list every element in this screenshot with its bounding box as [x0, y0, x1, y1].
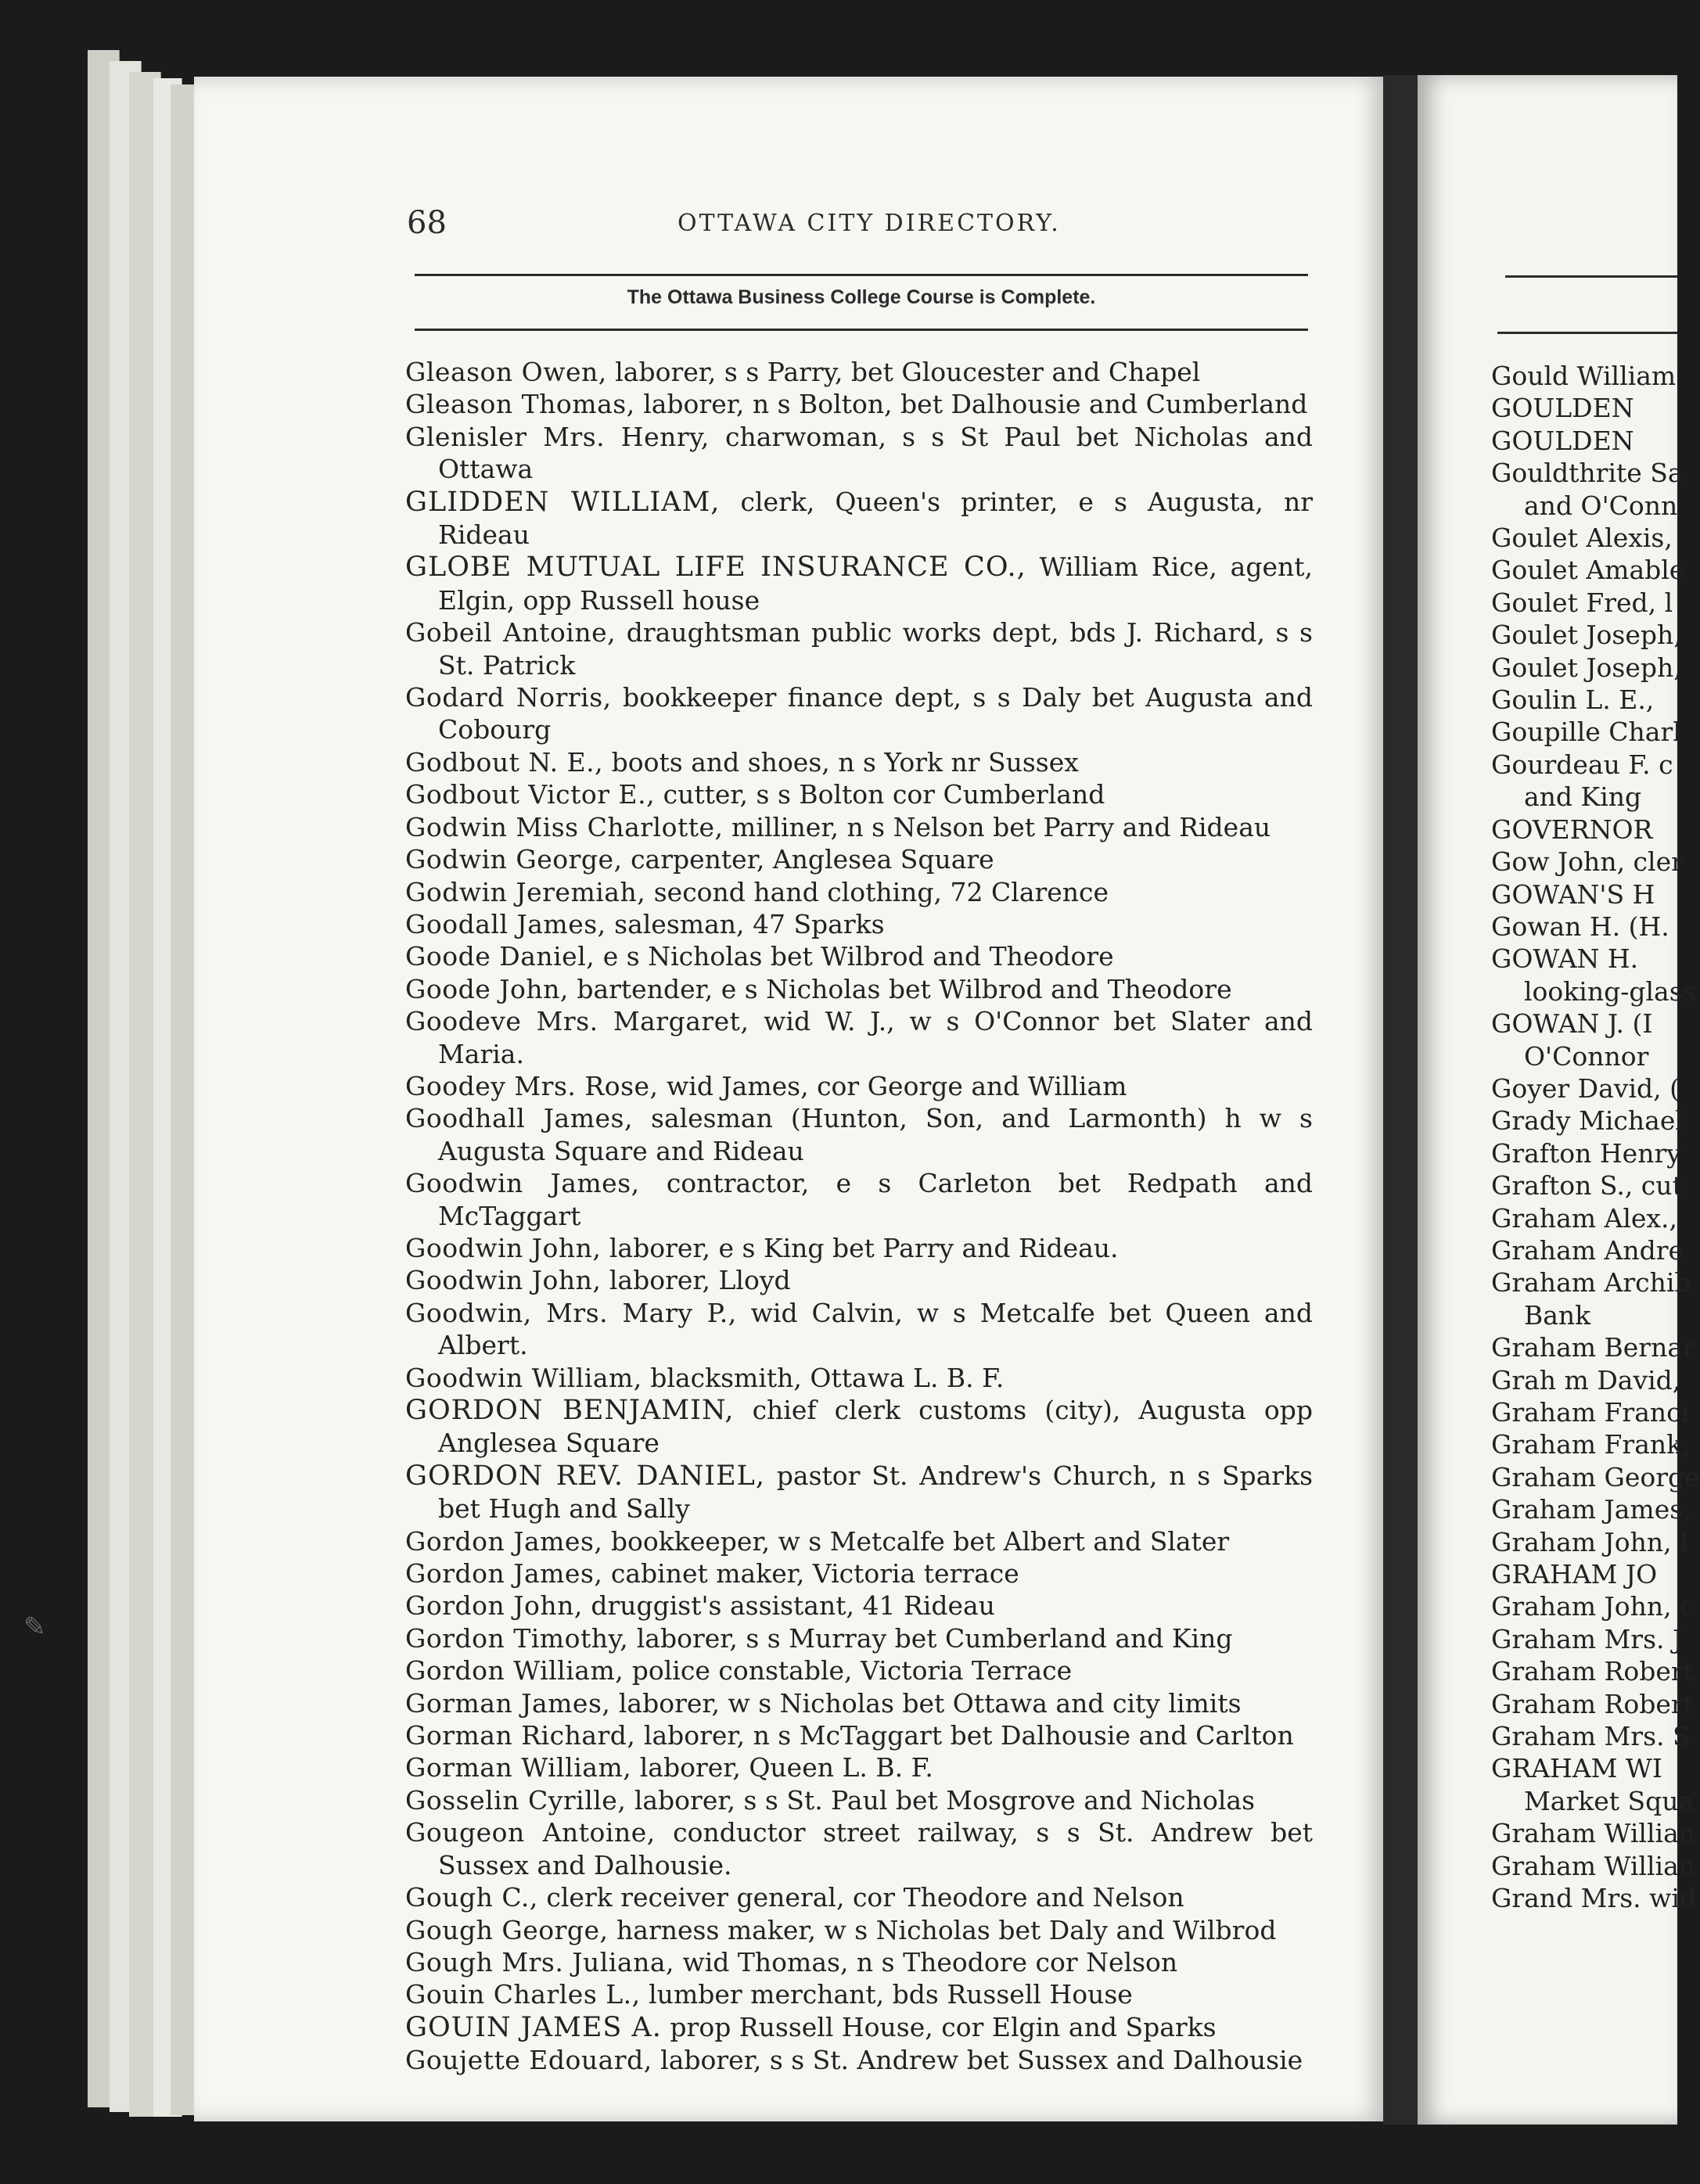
entry-detail: boots and shoes, n s York nr Sussex: [603, 746, 1079, 778]
entry-name: Gorman Richard,: [405, 1720, 636, 1751]
directory-entry: [405, 1784, 1313, 1816]
right-entry-line: GOWAN J. (I: [1491, 1008, 1653, 1040]
right-entry-line: GOULDEN: [1491, 425, 1634, 456]
right-entry-line: GRAHAM WI: [1491, 1753, 1662, 1784]
right-entry-line: Graham Frank,: [1491, 1429, 1691, 1460]
entry-name: Gleason Owen,: [405, 357, 607, 387]
entry-name: Godard Norris,: [405, 682, 612, 713]
directory-entry: [405, 1070, 1313, 1102]
entry-name: Goujette Edouard,: [405, 2045, 652, 2076]
directory-entry: [405, 551, 1313, 616]
right-header-rule-bottom: [1497, 332, 1677, 334]
right-entry-line: Market Squa: [1524, 1785, 1695, 1816]
right-entry-line: Goulet Joseph,: [1491, 652, 1682, 683]
directory-entry: [405, 1914, 1313, 1946]
right-entry-line: and O'Conn: [1524, 490, 1678, 521]
entry-detail: harness maker, w s Nicholas bet Daly and Wilbrod: [608, 1914, 1277, 1945]
directory-entry: [405, 1297, 1313, 1362]
right-entry-line: GRAHAM JO: [1491, 1559, 1658, 1590]
entry-detail: bookkeeper, w s Metcalfe bet Albert and Slater: [602, 1525, 1230, 1557]
entry-detail: charwoman, s s St Paul bet Nicholas and Ottawa: [438, 421, 1313, 485]
entry-name: Gorman James,: [405, 1687, 611, 1719]
right-entry-line: Bank: [1524, 1299, 1591, 1331]
right-entry-line: GOULDEN: [1491, 393, 1634, 424]
entry-name: Godwin Jeremiah,: [405, 876, 646, 907]
entry-name: Goodwin, Mrs. Mary P.,: [405, 1297, 737, 1328]
entry-detail: wid James, cor George and William: [658, 1070, 1127, 1101]
entry-name: Goodwin William,: [405, 1362, 642, 1393]
right-entry-line: Graham Andre: [1491, 1234, 1684, 1266]
right-entry-line: Grady Michael: [1491, 1105, 1684, 1137]
right-entry-line: Goulet Amable: [1491, 555, 1685, 586]
entry-detail: laborer, s s St. Paul bet Mosgrove and Nicholas: [626, 1784, 1256, 1816]
directory-entry: [405, 1557, 1313, 1590]
entry-detail: lumber merchant, bds Russell House: [640, 1979, 1133, 2010]
entry-detail: carpenter, Anglesea Square: [622, 844, 994, 875]
directory-entry: [405, 1687, 1313, 1719]
entry-name: Goodwin John,: [405, 1265, 602, 1296]
right-entry-line: GOVERNOR: [1491, 814, 1653, 845]
right-entry-line: Grand Mrs. wid: [1491, 1883, 1697, 1914]
entry-detail: William Rice, agent, Elgin, opp Russell house: [438, 551, 1313, 616]
right-entry-line: Gould William: [1491, 361, 1677, 391]
directory-entry: [405, 486, 1313, 551]
entry-name: Godwin Miss Charlotte,: [405, 811, 724, 842]
entry-detail: second hand clothing, 72 Clarence: [645, 876, 1109, 907]
entry-name: Gough Mrs. Juliana,: [405, 1946, 675, 1977]
directory-entry: [405, 908, 1313, 940]
right-entry-line: Goulin L. E.,: [1491, 684, 1655, 716]
directory-entry: [405, 876, 1313, 908]
right-entry-line: Graham Archib: [1491, 1267, 1691, 1299]
directory-entry: [405, 421, 1313, 486]
entry-name: GLOBE MUTUAL LIFE INSURANCE CO.,: [405, 551, 1026, 584]
right-entry-line: GOWAN H.: [1491, 943, 1639, 975]
entry-name: GOUIN JAMES A.: [405, 2011, 662, 2043]
entry-name: Gosselin Cyrille,: [405, 1784, 627, 1816]
entry-detail: laborer, Queen L. B. F.: [631, 1752, 933, 1783]
entry-name: Goodey Mrs. Rose,: [405, 1070, 659, 1101]
entry-detail: druggist's assistant, 41 Rideau: [582, 1590, 995, 1622]
entry-name: Gorman William,: [405, 1752, 632, 1783]
entry-detail: laborer, e s King bet Parry and Rideau.: [601, 1232, 1119, 1263]
directory-entry: [405, 1622, 1313, 1654]
right-entry-line: Graham Bernar: [1491, 1332, 1695, 1363]
entry-name: Goodall James,: [405, 908, 606, 939]
entry-detail: cutter, s s Bolton cor Cumberland: [655, 779, 1105, 810]
right-entry-line: Graham Alex.,: [1491, 1202, 1678, 1234]
entry-detail: laborer, w s Nicholas bet Ottawa and city limits: [610, 1687, 1242, 1719]
entry-detail: contractor, e s Carleton bet Redpath and McTaggart: [438, 1168, 1313, 1231]
right-entry-line: Gourdeau F. c: [1491, 749, 1673, 780]
entry-name: GORDON REV. DANIEL,: [405, 1460, 766, 1492]
entry-detail: pastor St. Andrew's Church, n s Sparks bet Hugh and Sally: [438, 1460, 1314, 1525]
directory-entry: [405, 616, 1313, 681]
right-entry-line: Grafton S., cut: [1491, 1170, 1683, 1202]
entry-name: Goodwin James,: [405, 1168, 640, 1199]
directory-entry: [405, 778, 1313, 810]
entry-detail: e s Nicholas bet Wilbrod and Theodore: [595, 941, 1114, 972]
right-entry-line: Graham Robert: [1491, 1688, 1694, 1719]
entry-detail: conductor street railway, s s St. Andrew bet Sussex and Dalhousie.: [438, 1817, 1313, 1880]
right-entry-line: Goulet Joseph,: [1491, 620, 1682, 651]
directory-entry: [405, 2011, 1313, 2044]
directory-entry: [405, 1005, 1313, 1070]
entry-name: Goodwin John,: [405, 1232, 602, 1263]
entry-name: Godbout Victor E.,: [405, 779, 656, 810]
directory-entry: [405, 1978, 1313, 2010]
entry-name: Goode Daniel,: [405, 941, 595, 972]
right-entry-line: Grafton Henry: [1491, 1137, 1681, 1169]
directory-entry: [405, 746, 1313, 778]
entry-detail: wid Thomas, n s Theodore cor Nelson: [674, 1946, 1178, 1977]
right-entry-line: Graham Willian: [1491, 1818, 1696, 1849]
banner-text: The Ottawa Business College Course is Complete.: [627, 286, 1096, 308]
directory-entry: [405, 1394, 1313, 1460]
entry-detail: laborer, n s Bolton, bet Dalhousie and Cumberland: [634, 389, 1308, 420]
directory-entry: [405, 1102, 1313, 1167]
entry-name: Goode John,: [405, 973, 569, 1004]
right-page-entries: [1491, 360, 1700, 1915]
entry-name: Gough C.,: [405, 1882, 538, 1913]
right-entry-line: Graham George: [1491, 1461, 1700, 1493]
directory-entry: [405, 1946, 1313, 1978]
entry-detail: draughtsman public works dept, bds J. Richard, s s St. Patrick: [438, 617, 1313, 681]
right-entry-line: Goulet Alexis,: [1491, 523, 1673, 554]
right-entry-line: Graham Franci: [1491, 1397, 1690, 1428]
entry-detail: blacksmith, Ottawa L. B. F.: [642, 1362, 1005, 1393]
directory-entry: [405, 1167, 1313, 1232]
directory-entry: [405, 811, 1313, 843]
entry-name: Gough George,: [405, 1914, 609, 1945]
directory-entry: [405, 1816, 1313, 1881]
entry-name: Gordon John,: [405, 1590, 583, 1622]
directory-entry: [405, 1362, 1313, 1394]
entry-name: Gordon Timothy,: [405, 1622, 629, 1654]
directory-entry: [405, 681, 1313, 746]
entry-detail: prop Russell House, cor Elgin and Sparks: [661, 2011, 1217, 2042]
entry-detail: laborer, s s Murray bet Cumberland and King: [628, 1622, 1233, 1654]
directory-entry: [405, 2044, 1313, 2076]
entry-name: Godwin George,: [405, 844, 623, 875]
directory-entry: [405, 1232, 1313, 1264]
directory-entry: [405, 973, 1313, 1005]
directory-entry: [405, 1751, 1313, 1783]
entry-detail: laborer, s s St. Andrew bet Sussex and Dalhousie: [652, 2045, 1303, 2076]
right-entry-line: Gow John, cler: [1491, 846, 1684, 878]
entry-name: Goodhall James,: [405, 1103, 633, 1134]
entry-detail: wid W. J., w s O'Connor bet Slater and Maria.: [438, 1006, 1314, 1069]
entry-detail: salesman, 47 Sparks: [606, 908, 885, 939]
entry-detail: police constable, Victoria Terrace: [624, 1655, 1073, 1686]
entry-detail: laborer, Lloyd: [601, 1265, 791, 1296]
entry-detail: laborer, s s Parry, bet Gloucester and Chapel: [606, 357, 1201, 387]
entry-detail: cabinet maker, Victoria terrace: [602, 1558, 1019, 1590]
right-entry-line: Grah m David,: [1491, 1364, 1681, 1396]
directory-entry: [405, 1590, 1313, 1622]
right-entry-line: Goupille Charl: [1491, 717, 1681, 748]
entry-name: Gouin Charles L.,: [405, 1979, 641, 2010]
entry-name: Gougeon Antoine,: [405, 1817, 656, 1848]
entry-detail: clerk receiver general, cor Theodore and Nelson: [537, 1882, 1184, 1913]
entry-name: Gordon James,: [405, 1525, 603, 1557]
directory-entry: [405, 1525, 1313, 1557]
right-entry-line: and King: [1524, 781, 1642, 813]
right-entry-line: looking-glass: [1524, 975, 1696, 1007]
entry-detail: laborer, n s McTaggart bet Dalhousie and Carlton: [635, 1720, 1294, 1751]
directory-entry: [405, 1460, 1313, 1525]
margin-mark: ✎: [23, 1611, 46, 1643]
right-entry-line: Graham Willian: [1491, 1850, 1696, 1881]
directory-entry: [405, 1264, 1313, 1296]
directory-entry: [405, 1654, 1313, 1686]
right-entry-line: Graham John, l: [1491, 1526, 1688, 1557]
entry-name: Gleason Thomas,: [405, 389, 635, 420]
entry-detail: chief clerk customs (city), Augusta opp Anglesea Square: [438, 1395, 1313, 1459]
entry-name: GORDON BENJAMIN,: [405, 1395, 735, 1426]
header-rule-top: [415, 274, 1308, 276]
header-rule-bottom: [415, 329, 1308, 331]
right-entry-line: Gouldthrite Sa: [1491, 458, 1684, 489]
entry-detail: salesman (Hunton, Son, and Larmonth) h w s Augusta Square and Rideau: [438, 1103, 1313, 1166]
entry-detail: wid Calvin, w s Metcalfe bet Queen and Albert.: [438, 1297, 1313, 1361]
entry-name: Gordon William,: [405, 1655, 624, 1686]
entry-detail: milliner, n s Nelson bet Parry and Rideau: [723, 811, 1271, 842]
right-entry-line: Goyer David, (: [1491, 1072, 1680, 1104]
right-entry-line: GOWAN'S H: [1491, 878, 1655, 910]
entry-name: Gobeil Antoine,: [405, 617, 616, 648]
entry-detail: bartender, e s Nicholas bet Wilbrod and Theodore: [568, 973, 1232, 1004]
entry-name: Gordon James,: [405, 1558, 603, 1590]
entry-name: Glenisler Mrs. Henry,: [405, 421, 710, 452]
directory-entries: [405, 356, 1313, 2077]
entry-detail: clerk, Queen's printer, e s Augusta, nr Rideau: [438, 486, 1313, 551]
entry-name: Goodeve Mrs. Margaret,: [405, 1006, 749, 1037]
right-entry-line: O'Connor: [1524, 1040, 1649, 1072]
directory-entry: [405, 843, 1313, 875]
right-entry-line: Graham Mrs. J: [1491, 1623, 1684, 1654]
right-entry-line: Graham John, c: [1491, 1591, 1695, 1622]
entry-detail: bookkeeper finance dept, s s Daly bet Augusta and Cobourg: [438, 682, 1313, 745]
right-header-rule-top: [1505, 275, 1677, 278]
entry-name: GLIDDEN WILLIAM,: [405, 486, 721, 518]
directory-entry: [405, 356, 1313, 388]
running-head: OTTAWA CITY DIRECTORY.: [677, 210, 1061, 237]
right-entry-line: Graham Mrs. S: [1491, 1721, 1691, 1752]
right-entry-line: Gowan H. (H.: [1491, 911, 1669, 942]
directory-entry: [405, 1881, 1313, 1913]
right-entry-line: Graham Robert: [1491, 1656, 1694, 1687]
directory-entry: [405, 1719, 1313, 1751]
entry-name: Godbout N. E.,: [405, 746, 604, 778]
page-number: 68: [407, 205, 447, 241]
right-entry-line: Graham James,: [1491, 1494, 1691, 1525]
right-entry-line: Goulet Fred, l: [1491, 587, 1673, 618]
directory-entry: [405, 940, 1313, 972]
directory-entry: [405, 388, 1313, 420]
